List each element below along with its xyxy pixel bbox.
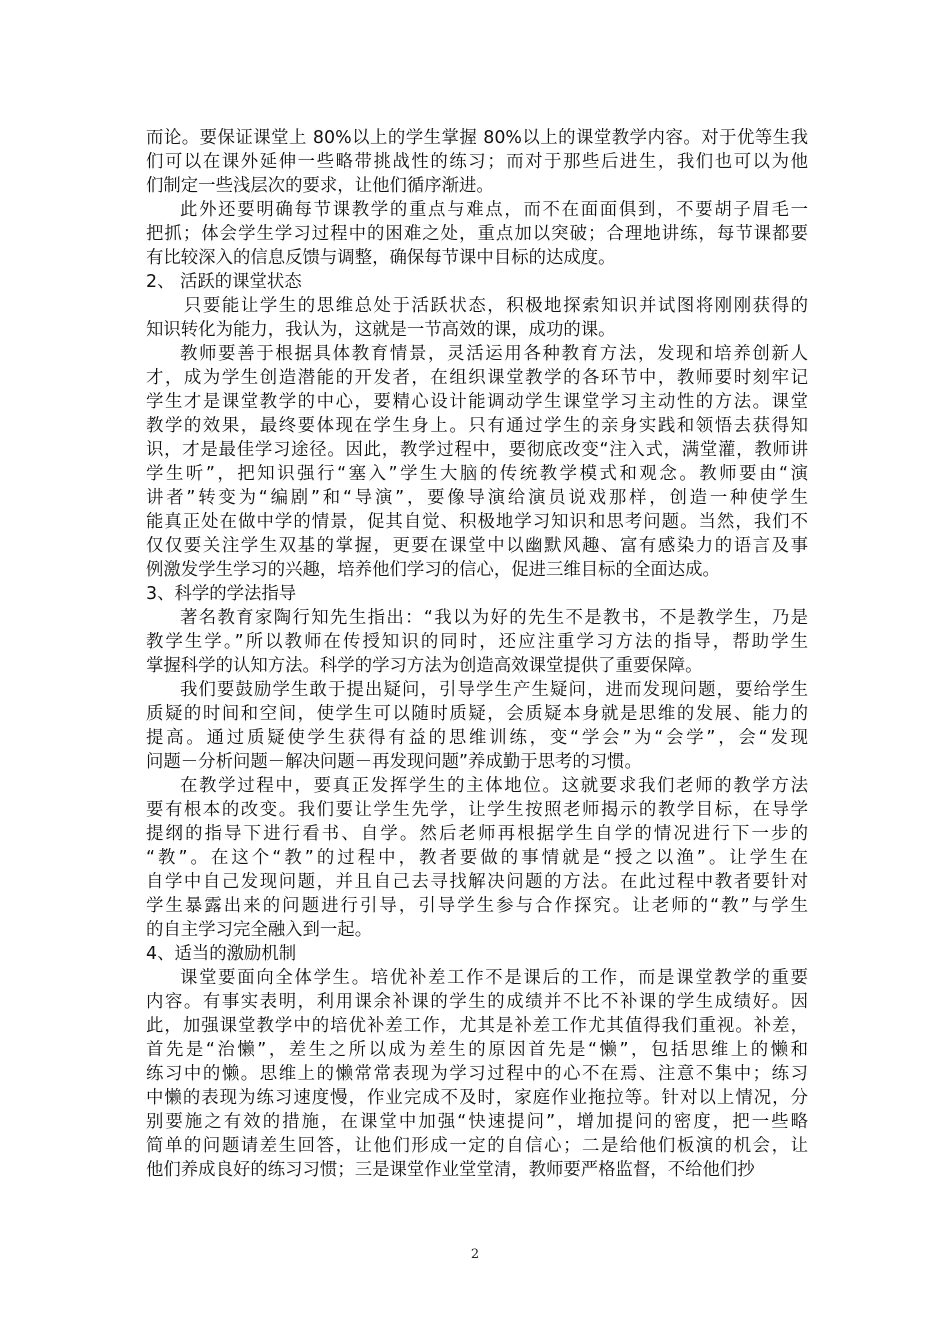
text-line: “教”。在这个“教”的过程中，教者要做的事情就是“授之以渔”。让学生在 bbox=[146, 848, 808, 868]
text-line: 提纲的指导下进行看书、自学。然后老师再根据学生自学的情况进行下一步的 bbox=[146, 824, 808, 844]
text-line: 学生听”，把知识强行“塞入”学生大脑的传统教学模式和观念。教师要由“演 bbox=[146, 464, 808, 484]
text-line: 在教学过程中，要真正发挥学生的主体地位。这就要求我们老师的教学方法 bbox=[180, 776, 808, 796]
paragraph bbox=[146, 342, 808, 582]
text-line: 自学中自己发现问题，并且自己去寻找解决问题的方法。在此过程中教者要针对 bbox=[146, 872, 808, 892]
text-line: 首先是“治懒”，差生之所以成为差生的原因首先是“懒”，包括思维上的懒和 bbox=[146, 1040, 808, 1060]
text-line: 例激发学生学习的兴趣，培养他们学习的信心，促进三维目标的全面达成。 bbox=[146, 560, 720, 580]
paragraph bbox=[146, 126, 808, 198]
text-line: 学生暴露出来的问题进行引导，引导学生参与合作探究。让老师的“教”与学生 bbox=[146, 896, 808, 916]
text-line: 问题－分析问题－解决问题－再发现问题”养成勤于思考的习惯。 bbox=[146, 752, 642, 772]
text-line: 而论。要保证课堂上 80%以上的学生掌握 80%以上的课堂教学内容。对于优等生我 bbox=[146, 128, 808, 148]
section-heading bbox=[146, 942, 808, 966]
text-line: 的自主学习完全融入到一起。 bbox=[146, 920, 373, 940]
text-line: 中懒的表现为练习速度慢，作业完成不及时，家庭作业拖拉等。针对以上情况，分 bbox=[146, 1088, 808, 1108]
page-number: 2 bbox=[470, 1247, 480, 1262]
text-line: 练习中的懒。思维上的懒常常表现为学习过程中的心不在焉、注意不集中；练习 bbox=[146, 1064, 808, 1084]
text-line: 质疑的时间和空间，使学生可以随时质疑，会质疑本身就是思维的发展、能力的 bbox=[146, 704, 808, 724]
section-heading bbox=[146, 270, 808, 294]
text-line: 仅仅要关注学生双基的掌握，更要在课堂中以幽默风趣、富有感染力的语言及事 bbox=[146, 536, 808, 556]
text-line: 能真正处在做中学的情景，促其自觉、积极地学习知识和思考问题。当然，我们不 bbox=[146, 512, 808, 532]
text-line: 教师要善于根据具体教育情景，灵活运用各种教育方法，发现和培养创新人 bbox=[180, 344, 808, 364]
text-line: 掌握科学的认知方法。科学的学习方法为创造高效课堂提供了重要保障。 bbox=[146, 656, 703, 676]
text-line: 3、科学的学法指导 bbox=[146, 584, 297, 604]
text-line: 才，成为学生创造潜能的开发者，在组织课堂教学的各环节中，教师要时刻牢记 bbox=[146, 368, 808, 388]
text-line: 课堂要面向全体学生。培优补差工作不是课后的工作，而是课堂教学的重要 bbox=[180, 968, 808, 988]
text-line: 此外还要明确每节课教学的重点与难点，而不在面面俱到，不要胡子眉毛一 bbox=[180, 200, 808, 220]
text-line: 知识转化为能力，我认为，这就是一节高效的课，成功的课。 bbox=[146, 320, 616, 340]
text-line: 著名教育家陶行知先生指出：“我以为好的先生不是教书，不是教学生，乃是 bbox=[180, 608, 808, 628]
text-line: 学生才是课堂教学的中心，要精心设计能调动学生课堂学习主动性的方法。课堂 bbox=[146, 392, 808, 412]
paragraph bbox=[146, 606, 808, 678]
text-line: 要有根本的改变。我们要让学生先学，让学生按照老师揭示的教学目标，在导学 bbox=[146, 800, 808, 820]
text-line: 讲者”转变为“编剧”和“导演”，要像导演给演员说戏那样，创造一种使学生 bbox=[146, 488, 808, 508]
text-line: 教学的效果，最终要体现在学生身上。只有通过学生的亲身实践和领悟去获得知 bbox=[146, 416, 808, 436]
text-line: 2、 活跃的课堂状态 bbox=[146, 272, 302, 292]
text-line: 教学生学。”所以教师在传授知识的同时，还应注重学习方法的指导，帮助学生 bbox=[146, 632, 808, 652]
text-line: 们制定一些浅层次的要求，让他们循序渐进。 bbox=[146, 176, 494, 196]
text-line: 此，加强课堂教学中的培优补差工作，尤其是补差工作尤其值得我们重视。补差， bbox=[146, 1016, 808, 1036]
text-line: 4、适当的激励机制 bbox=[146, 944, 297, 964]
paragraph bbox=[146, 678, 808, 774]
paragraph bbox=[146, 198, 808, 270]
text-line: 只要能让学生的思维总处于活跃状态，积极地探索知识并试图将刚刚获得的 bbox=[184, 296, 808, 316]
text-line: 提高。通过质疑使学生获得有益的思维训练，变“学会”为“会学”，会“发现 bbox=[146, 728, 808, 748]
text-line: 有比较深入的信息反馈与调整，确保每节课中目标的达成度。 bbox=[146, 248, 616, 268]
text-line: 把抓；体会学生学习过程中的困难之处，重点加以突破；合理地讲练，每节课都要 bbox=[146, 224, 808, 244]
text-line: 他们养成良好的练习习惯；三是课堂作业堂堂清，教师要严格监督，不给他们抄 bbox=[146, 1160, 755, 1180]
body-text bbox=[146, 126, 808, 1182]
section-heading bbox=[146, 582, 808, 606]
text-line: 识，才是最佳学习途径。因此，教学过程中，要彻底改变“注入式，满堂灌，教师讲 bbox=[146, 440, 808, 460]
text-line: 别要施之有效的措施，在课堂中加强“快速提问”，增加提问的密度，把一些略 bbox=[146, 1112, 808, 1132]
text-line: 内容。有事实表明，利用课余补课的学生的成绩并不比不补课的学生成绩好。因 bbox=[146, 992, 808, 1012]
text-line: 我们要鼓励学生敢于提出疑问，引导学生产生疑问，进而发现问题，要给学生 bbox=[180, 680, 808, 700]
paragraph bbox=[146, 774, 808, 942]
text-line: 们可以在课外延伸一些略带挑战性的练习；而对于那些后进生，我们也可以为他 bbox=[146, 152, 808, 172]
paragraph bbox=[146, 966, 808, 1182]
paragraph bbox=[146, 294, 808, 342]
text-line: 简单的问题请差生回答，让他们形成一定的自信心；二是给他们板演的机会，让 bbox=[146, 1136, 808, 1156]
